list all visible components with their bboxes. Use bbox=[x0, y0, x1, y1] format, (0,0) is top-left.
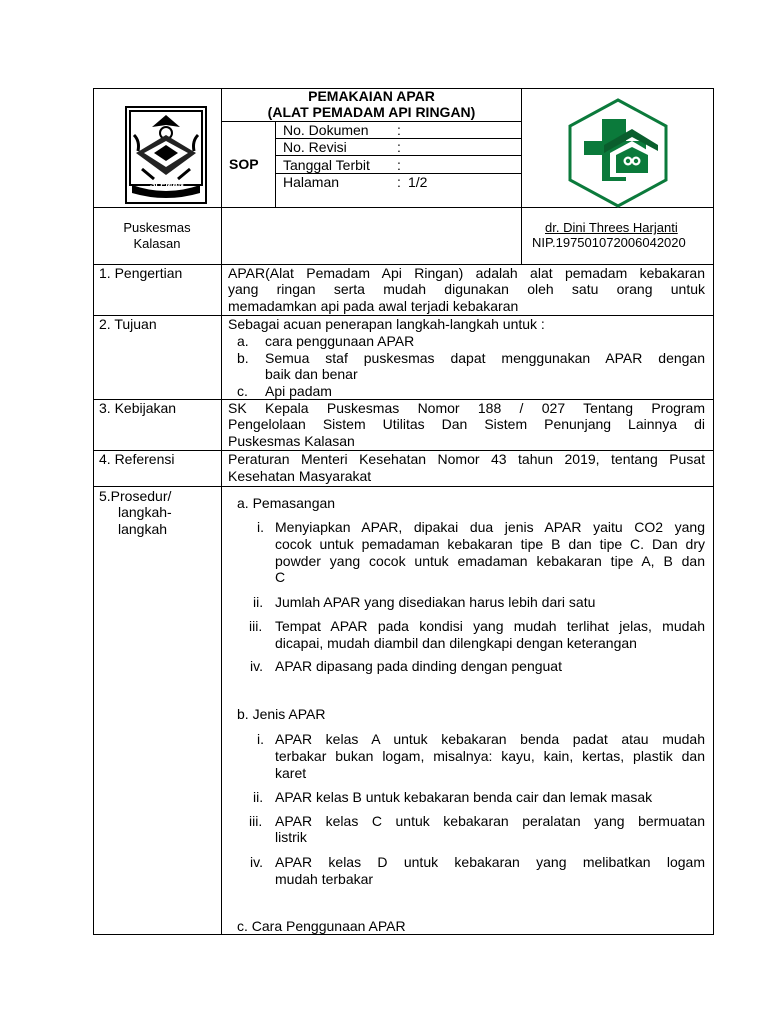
section-label-prosedur-line-1: 5.Prosedur/ bbox=[99, 488, 172, 504]
list-marker: i. bbox=[257, 731, 264, 747]
list-marker: ii. bbox=[253, 594, 264, 610]
prosedur-heading-jenis-apar: b. Jenis APAR bbox=[237, 706, 326, 722]
meta-label-no-dokumen: No. Dokumen bbox=[283, 122, 369, 138]
pemasangan-item-iii-line-1: Tempat APAR pada kondisi yang mudah terlihat jelas, mudah bbox=[275, 618, 705, 634]
pemasangan-item-iii-line-2: dicapai, mudah diambil dan dilengkapi dengan keterangan bbox=[275, 635, 637, 651]
pemasangan-item-i-line-3: powder yang cocok untuk emadaman kebakaran tipe A, B dan bbox=[275, 553, 705, 569]
pemasangan-item-i-line-2: cocok untuk pemadaman kebakaran tipe B dan tipe C. Dan dry bbox=[275, 536, 705, 552]
meta-sep: : bbox=[397, 122, 401, 138]
prosedur-heading-pemasangan: a. Pemasangan bbox=[237, 495, 336, 511]
pemasangan-item-iv: APAR dipasang pada dinding dengan penguat bbox=[275, 658, 562, 674]
pengertian-line-1: APAR(Alat Pemadam Api Ringan) adalah alat pemadam kebakaran bbox=[228, 265, 705, 281]
section-label-prosedur-line-2: langkah- bbox=[118, 504, 172, 520]
list-marker: iv. bbox=[250, 658, 263, 674]
list-marker: b. bbox=[237, 350, 249, 366]
kebijakan-line-3: Puskesmas Kalasan bbox=[228, 433, 355, 449]
list-marker: a. bbox=[237, 333, 249, 349]
jenis-item-ii: APAR kelas B untuk kebakaran benda cair dan lemak masak bbox=[275, 789, 653, 805]
kebijakan-line-2: Pengelolaan Sistem Utilitas Dan Sistem Penunjang Lainnya di bbox=[228, 416, 705, 432]
meta-label-no-revisi: No. Revisi bbox=[283, 139, 347, 155]
jenis-item-i-line-2: terbakar bukan logam, misalnya: kayu, kain, kertas, plastik dan bbox=[275, 748, 705, 764]
section-label-tujuan: 2. Tujuan bbox=[99, 316, 157, 332]
puskesmas-logo bbox=[566, 97, 670, 209]
referensi-line-2: Kesehatan Masyarakat bbox=[228, 468, 372, 484]
meta-sep: : bbox=[397, 157, 401, 173]
meta-value-halaman: 1/2 bbox=[408, 174, 428, 190]
list-marker: i. bbox=[257, 519, 264, 535]
list-marker: iv. bbox=[250, 854, 263, 870]
section-label-kebijakan: 3. Kebijakan bbox=[99, 400, 177, 416]
tujuan-item-b-line-1: Semua staf puskesmas dapat menggunakan APAR dengan bbox=[265, 350, 705, 366]
sleman-emblem-logo bbox=[124, 105, 208, 205]
section-label-prosedur-line-3: langkah bbox=[118, 521, 168, 537]
jenis-item-iv-line-1: APAR kelas D untuk kebakaran yang melibatkan logam bbox=[275, 854, 705, 870]
tujuan-item-c: Api padam bbox=[265, 383, 332, 399]
document-title-line2: (ALAT PEMADAM API RINGAN) bbox=[267, 104, 476, 120]
list-marker: iii. bbox=[249, 618, 263, 634]
list-marker: ii. bbox=[253, 789, 264, 805]
pengertian-line-2: yang ringan serta mudah digunakan oleh satu orang untuk bbox=[228, 281, 705, 297]
section-label-referensi: 4. Referensi bbox=[99, 451, 175, 467]
tujuan-intro: Sebagai acuan penerapan langkah-langkah untuk : bbox=[228, 316, 545, 332]
jenis-item-i-line-1: APAR kelas A untuk kebakaran benda padat atau mudah bbox=[275, 731, 705, 747]
tujuan-item-b-line-2: baik dan benar bbox=[265, 366, 358, 382]
pemasangan-item-ii: Jumlah APAR yang disediakan harus lebih dari satu bbox=[275, 594, 596, 610]
prosedur-heading-cara-penggunaan: c. Cara Penggunaan APAR bbox=[237, 918, 406, 934]
meta-label-tanggal-terbit: Tanggal Terbit bbox=[283, 157, 370, 173]
jenis-item-iii-line-2: listrik bbox=[275, 829, 307, 845]
jenis-item-iii-line-1: APAR kelas C untuk kebakaran peralatan yang bermuatan bbox=[275, 813, 705, 829]
meta-sep: : bbox=[397, 139, 401, 155]
meta-label-halaman: Halaman bbox=[283, 174, 340, 190]
meta-sep: : bbox=[397, 174, 401, 190]
pemasangan-item-i-line-1: Menyiapkan APAR, dipakai dua jenis APAR yaitu CO2 yang bbox=[275, 519, 705, 535]
pengertian-line-3: memadamkan api pada awal terjadi kebakaran bbox=[228, 298, 519, 314]
org-name-line1: Puskesmas bbox=[123, 220, 191, 235]
jenis-item-iv-line-2: mudah terbakar bbox=[275, 871, 374, 887]
jenis-item-i-line-3: karet bbox=[275, 765, 307, 781]
section-label-pengertian: 1. Pengertian bbox=[99, 265, 183, 281]
sop-label: SOP bbox=[229, 156, 259, 172]
org-name-line2: Kalasan bbox=[133, 236, 181, 251]
document-title-line1: PEMAKAIAN APAR bbox=[308, 88, 435, 104]
signatory-name: dr. Dini Threes Harjanti bbox=[545, 220, 678, 235]
referensi-line-1: Peraturan Menteri Kesehatan Nomor 43 tahun 2019, tentang Pusat bbox=[228, 451, 705, 467]
tujuan-item-a: cara penggunaan APAR bbox=[265, 333, 415, 349]
pemasangan-item-i-line-4: C bbox=[275, 569, 286, 585]
sleman-emblem-text: SLEMAN bbox=[150, 180, 184, 189]
kebijakan-line-1: SK Kepala Puskesmas Nomor 188 / 027 Tentang Program bbox=[228, 400, 705, 416]
signatory-nip: NIP.197501072006042020 bbox=[532, 235, 686, 250]
list-marker: iii. bbox=[249, 813, 263, 829]
list-marker: c. bbox=[237, 383, 248, 399]
